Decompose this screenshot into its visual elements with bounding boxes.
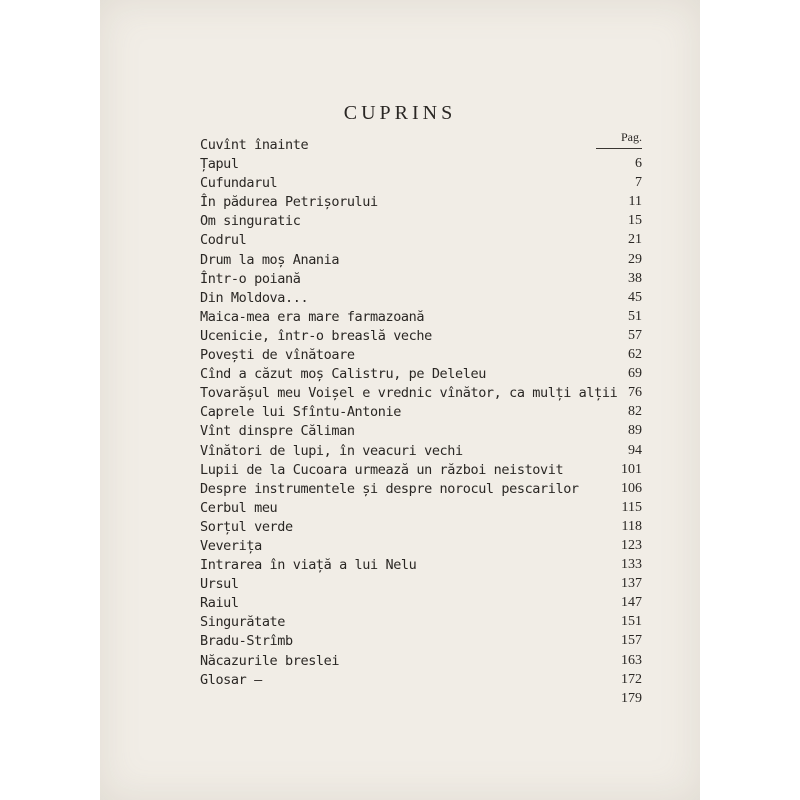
toc-entry-title: Sorțul verde [200, 518, 293, 535]
toc-entry-title: Bradu-Strîmb [200, 633, 293, 650]
page-column-header: Pag. [621, 130, 642, 144]
toc-entry-page: 45 [628, 289, 642, 305]
toc-entry [200, 691, 642, 710]
toc-entry-title: Cuvînt înainte [200, 137, 309, 153]
toc-entry-title: Maica-mea era mare farmazoană [200, 308, 425, 325]
toc-entry-title: Singurătate [200, 614, 286, 631]
toc-entry [200, 404, 642, 423]
toc-entry-page: 172 [621, 671, 642, 687]
toc-entry-title: Ursul [200, 576, 239, 593]
toc-entry [200, 194, 642, 213]
toc-entry [200, 385, 642, 404]
toc-entry [200, 481, 642, 500]
toc-entry-page: 21 [628, 232, 642, 248]
toc-entry-page: 82 [628, 404, 642, 420]
toc-entry-title: Cufundarul [200, 175, 278, 192]
toc-entry-title: Tovarășul meu Voișel e vrednic vînător, ca mulți alții [200, 385, 618, 402]
toc-entry [200, 595, 642, 614]
toc-entry [200, 232, 642, 251]
toc-entry-page: 11 [628, 194, 642, 210]
toc-entry-title: Cînd a căzut moș Calistru, pe Deleleu [200, 366, 486, 383]
toc-entry-page: 157 [621, 633, 642, 649]
toc-entry [200, 366, 642, 385]
toc-entry-page: 15 [628, 213, 642, 229]
toc-entry [200, 309, 642, 328]
toc-entry-title: Vînt dinspre Căliman [200, 423, 355, 440]
toc-entry-title: Cerbul meu [200, 499, 278, 516]
toc-entry-page: 123 [621, 537, 642, 553]
toc-entry [200, 672, 642, 691]
toc-entry [200, 538, 642, 557]
toc-entry [200, 462, 642, 481]
toc-entry-page: 62 [628, 347, 642, 363]
toc-entry-page: 118 [621, 518, 642, 534]
toc-entry-title: În pădurea Petrișorului [200, 194, 378, 211]
toc-entry-title: Intrarea în viață a lui Nelu [200, 557, 417, 574]
toc-entry [200, 137, 642, 156]
toc-entry [200, 500, 642, 519]
toc-entry-page: 101 [621, 461, 642, 477]
page-title: CUPRINS [343, 102, 457, 124]
toc-entry-page: 6 [635, 156, 642, 172]
toc-entry-page: 89 [628, 423, 642, 439]
toc-entry-page: 29 [628, 251, 642, 267]
toc-entry [200, 519, 642, 538]
toc-entry [200, 423, 642, 442]
toc-entry-title: Povești de vînătoare [200, 347, 355, 364]
toc-entry-title: Veverița [200, 537, 262, 554]
toc-entry-page: 115 [621, 499, 642, 515]
toc-entry [200, 443, 642, 462]
toc-entry-page: 51 [628, 308, 642, 324]
toc-entry-title: Năcazurile breslei [200, 652, 340, 669]
table-of-contents [200, 137, 642, 710]
toc-entry [200, 653, 642, 672]
toc-entry-page: 106 [621, 480, 642, 496]
toc-entry [200, 557, 642, 576]
toc-entry-title: Om singuratic [200, 213, 301, 230]
toc-entry-title: Glosar – [200, 671, 262, 688]
toc-entry-title: Codrul [200, 232, 247, 249]
toc-entry-page: 151 [621, 614, 642, 630]
toc-entry-page: 163 [621, 652, 642, 668]
toc-entry-page: 38 [628, 270, 642, 286]
toc-entry-page: 133 [621, 557, 642, 573]
toc-entry-title: Despre instrumentele și despre norocul pescarilor [200, 480, 579, 497]
toc-entry-page: 137 [621, 576, 642, 592]
toc-entry-title: Caprele lui Sfîntu-Antonie [200, 404, 401, 421]
toc-entry [200, 213, 642, 232]
toc-entry-title: Lupii de la Cucoara urmează un război neistovit [200, 461, 564, 478]
toc-entry-page: 179 [621, 690, 642, 706]
toc-entry [200, 576, 642, 595]
toc-entry [200, 347, 642, 366]
toc-entry-title: Din Moldova... [200, 289, 309, 306]
toc-entry [200, 290, 642, 309]
toc-entry-page: 147 [621, 595, 642, 611]
toc-entry-title: Țapul [200, 156, 239, 173]
toc-entry [200, 633, 642, 652]
toc-entry-title: Drum la moș Anania [200, 251, 340, 268]
toc-entry-page: 57 [628, 327, 642, 343]
toc-entry-title: Ucenicie, într-o breaslă veche [200, 327, 432, 344]
toc-entry [200, 175, 642, 194]
toc-entry-page: 94 [628, 442, 642, 458]
toc-entry [200, 156, 642, 175]
toc-entry [200, 271, 642, 290]
toc-entry [200, 252, 642, 271]
toc-entry-title: Într-o poiană [200, 270, 301, 287]
toc-entry-page: 7 [635, 175, 642, 191]
toc-entry-title: Raiul [200, 595, 239, 612]
toc-entry [200, 328, 642, 347]
toc-entry-title: Vînători de lupi, în veacuri vechi [200, 442, 463, 459]
toc-entry-page: 76 [628, 385, 642, 401]
toc-entry-page: 69 [628, 366, 642, 382]
toc-entry [200, 614, 642, 633]
